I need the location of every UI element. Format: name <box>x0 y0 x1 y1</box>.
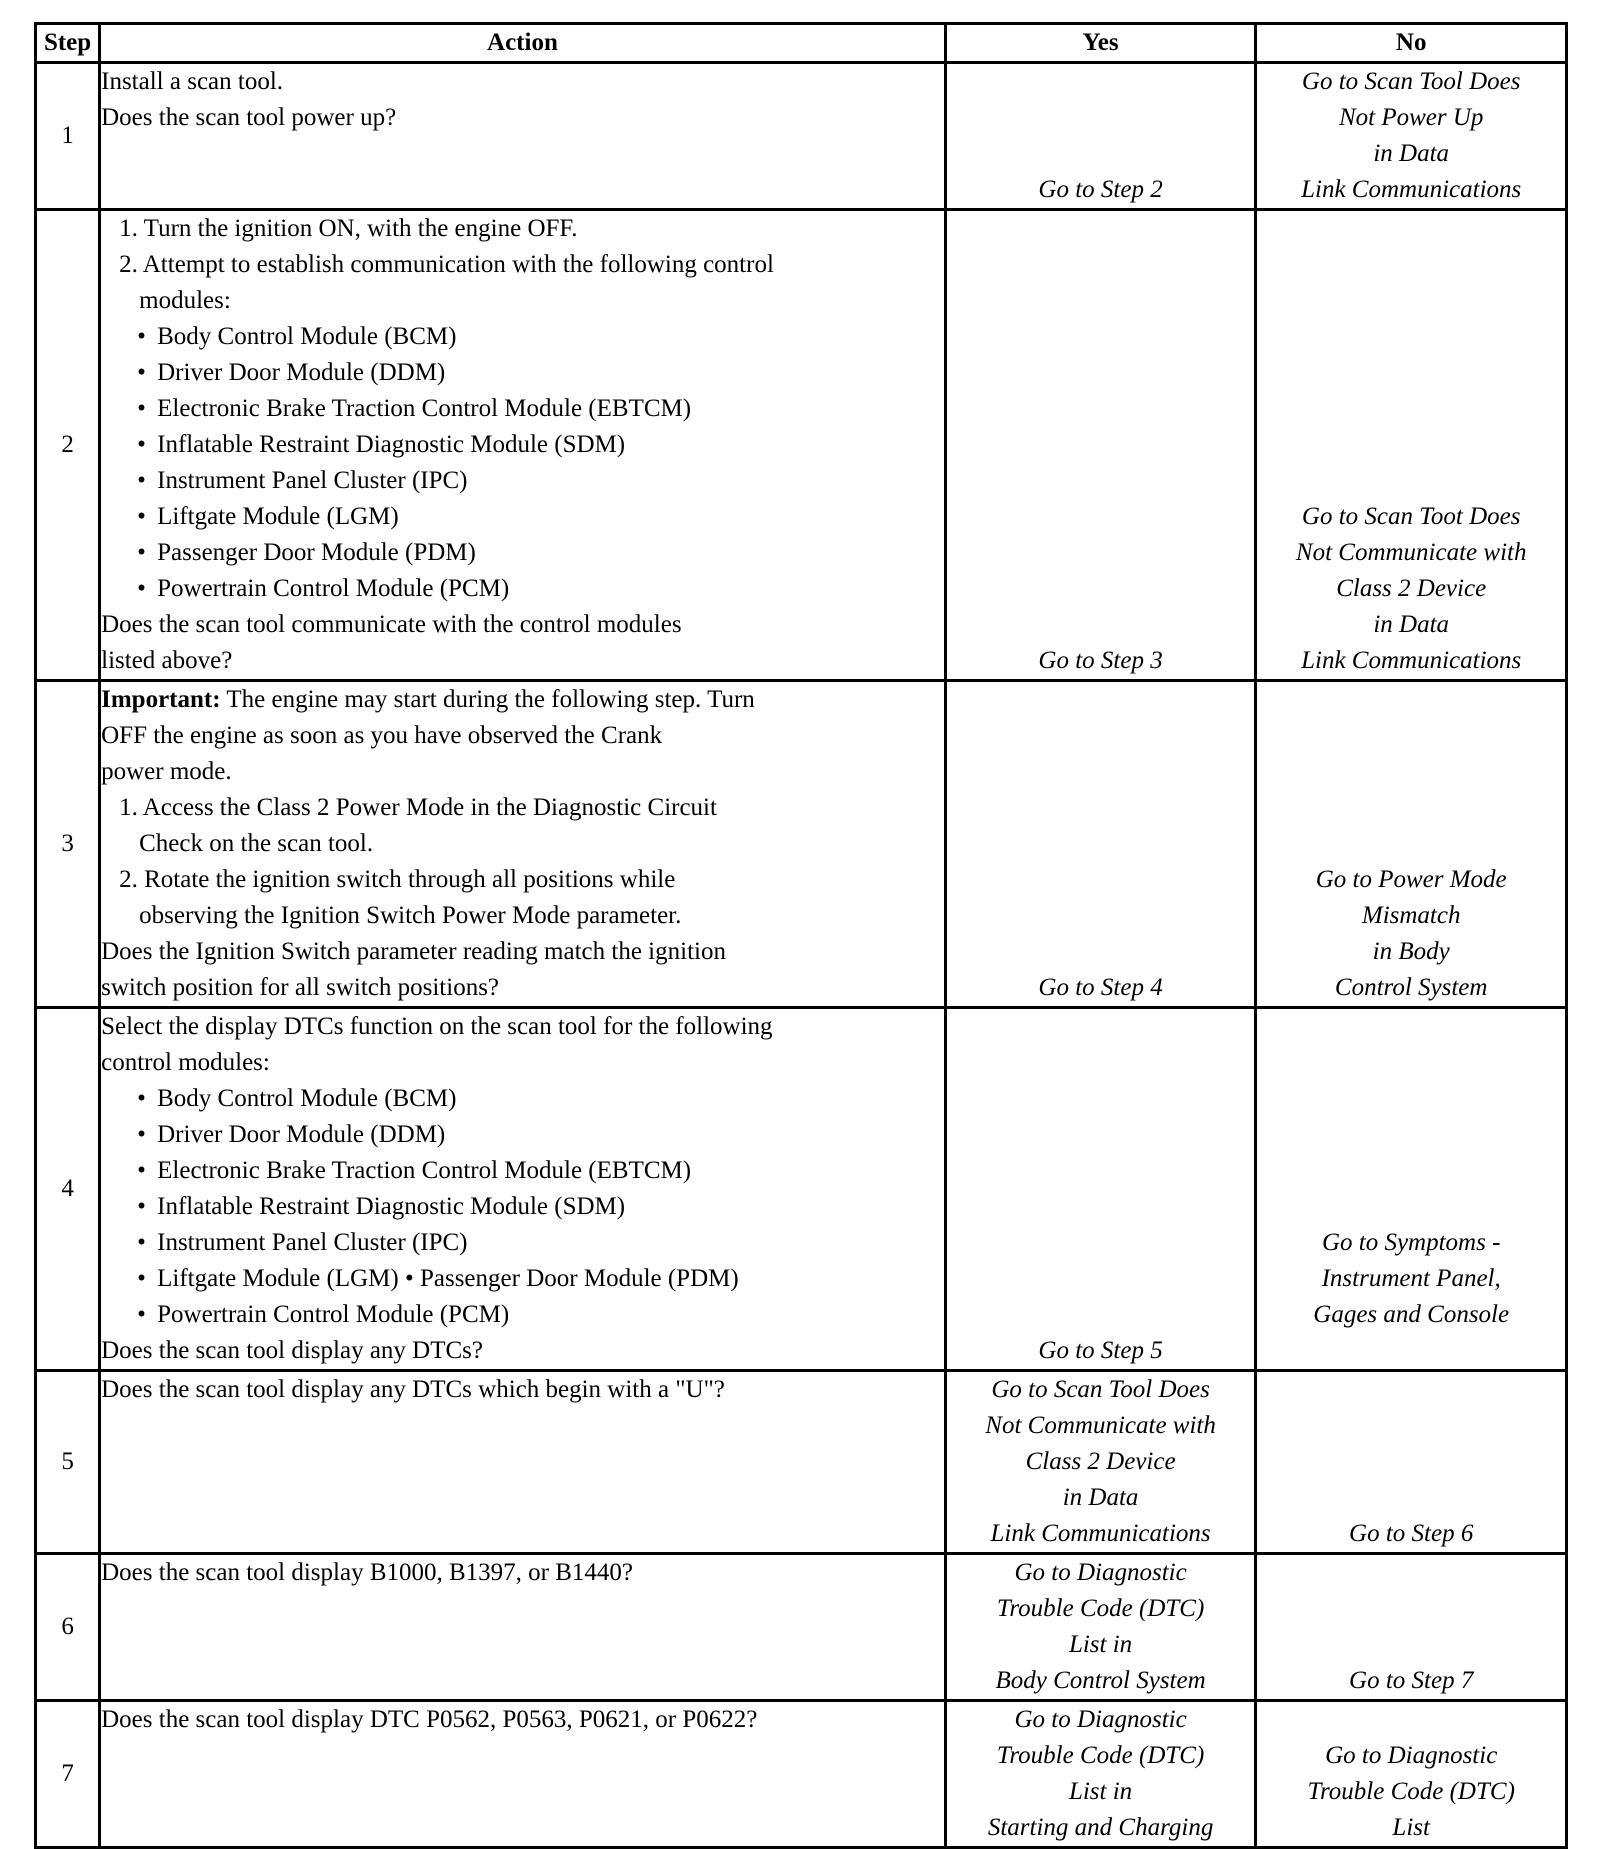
diagnostic-table <box>34 22 1568 1849</box>
link-line: Trouble Code (DTC) <box>996 1595 1205 1622</box>
important-note-cont: power mode. <box>101 758 232 785</box>
bullet-item: • Inflatable Restraint Diagnostic Module (SDM) <box>101 427 944 463</box>
link-line: Mismatch <box>1361 902 1461 929</box>
link-line: Class 2 Device <box>1336 575 1487 602</box>
no-link-dtc-list[interactable] <box>1257 1738 1565 1846</box>
bullet-item: • Body Control Module (BCM) <box>101 319 944 355</box>
yes-link-scan-tool-no-communicate[interactable] <box>947 1372 1255 1552</box>
action-cell <box>100 210 946 681</box>
action-question: Does the scan tool display B1000, B1397, or B1440? <box>101 1559 634 1586</box>
no-cell <box>1256 681 1567 1008</box>
bullet-item: • Inflatable Restraint Diagnostic Module (SDM) <box>101 1189 944 1225</box>
yes-cell <box>945 1554 1256 1701</box>
no-link-go-to-step-6[interactable]: Go to Step 6 <box>1349 1520 1474 1547</box>
no-cell <box>1256 1008 1567 1371</box>
action-cell <box>100 1701 946 1848</box>
link-line: Go to Scan Toot Does <box>1301 503 1521 530</box>
bullet-item: • Instrument Panel Cluster (IPC) <box>101 1225 944 1261</box>
no-link-go-to-step-7[interactable]: Go to Step 7 <box>1349 1667 1474 1694</box>
bullet-item: • Driver Door Module (DDM) <box>101 355 944 391</box>
action-question: switch position for all switch positions? <box>101 974 500 1001</box>
header-action: Action <box>100 24 946 63</box>
important-note <box>101 682 944 718</box>
link-line: Body Control System <box>995 1667 1206 1694</box>
yes-cell <box>945 1371 1256 1554</box>
bullet-item: • Powertrain Control Module (PCM) <box>101 571 944 607</box>
action-question: listed above? <box>101 647 233 674</box>
step-number: 5 <box>36 1371 100 1554</box>
link-line: Class 2 Device <box>1025 1448 1176 1475</box>
yes-cell <box>945 1701 1256 1848</box>
bullet-item: • Liftgate Module (LGM) <box>101 499 944 535</box>
header-yes: Yes <box>945 24 1256 63</box>
link-line: Gages and Console <box>1313 1301 1510 1328</box>
link-line: in Body <box>1372 938 1450 965</box>
bullet-item: • Liftgate Module (LGM) • Passenger Door Module (PDM) <box>101 1261 944 1297</box>
step-number: 1 <box>36 63 100 210</box>
table-row-step-6 <box>36 1554 1567 1701</box>
yes-cell <box>945 681 1256 1008</box>
yes-cell <box>945 1008 1256 1371</box>
action-question: Does the Ignition Switch parameter reading match the ignition <box>101 938 726 965</box>
important-label: Important: <box>101 686 221 713</box>
yes-link-go-to-step-5[interactable]: Go to Step 5 <box>1038 1337 1163 1364</box>
action-cell <box>100 681 946 1008</box>
important-text: The engine may start during the following step. Turn <box>226 686 755 713</box>
link-line: Link Communications <box>990 1520 1211 1547</box>
link-line: Not Communicate with <box>985 1412 1216 1439</box>
link-line: List in <box>1068 1631 1133 1658</box>
action-question: Does the scan tool display DTC P0562, P0563, P0621, or P0622? <box>101 1706 758 1733</box>
important-note-cont: OFF the engine as soon as you have observed the Crank <box>101 722 663 749</box>
action-intro: Select the display DTCs function on the scan tool for the following <box>101 1013 773 1040</box>
numbered-step: 2. Attempt to establish communication with the following control <box>119 251 774 278</box>
action-question: Does the scan tool communicate with the control modules <box>101 611 682 638</box>
link-line: Go to Diagnostic <box>1014 1706 1187 1733</box>
table-row-step-5 <box>36 1371 1567 1554</box>
header-step: Step <box>36 24 100 63</box>
step-number: 3 <box>36 681 100 1008</box>
action-cell <box>100 1008 946 1371</box>
action-question: Does the scan tool display any DTCs which begin with a "U"? <box>101 1376 725 1403</box>
no-link-scan-tool-no-power[interactable] <box>1257 64 1565 208</box>
link-line: Link Communications <box>1301 647 1522 674</box>
table-row-step-2 <box>36 210 1567 681</box>
bullet-item: • Electronic Brake Traction Control Module (EBTCM) <box>101 1153 944 1189</box>
action-cell <box>100 1554 946 1701</box>
action-cell <box>100 1371 946 1554</box>
action-question: Does the scan tool power up? <box>101 104 397 131</box>
step-number: 2 <box>36 210 100 681</box>
link-line: Go to Power Mode <box>1315 866 1507 893</box>
yes-link-dtc-list-body-control[interactable] <box>947 1555 1255 1699</box>
action-question: Does the scan tool display any DTCs? <box>101 1337 483 1364</box>
bullet-item: • Body Control Module (BCM) <box>101 1081 944 1117</box>
no-cell <box>1256 63 1567 210</box>
yes-cell <box>945 210 1256 681</box>
no-link-power-mode-mismatch[interactable] <box>1257 862 1565 1006</box>
link-line: List <box>1392 1814 1430 1841</box>
table-row-step-1 <box>36 63 1567 210</box>
yes-link-dtc-list-starting-charging[interactable] <box>947 1702 1255 1846</box>
bullet-item: • Powertrain Control Module (PCM) <box>101 1297 944 1333</box>
numbered-step-cont: modules: <box>139 287 231 314</box>
no-link-scan-tool-no-communicate[interactable] <box>1257 499 1565 679</box>
bullet-item: • Instrument Panel Cluster (IPC) <box>101 463 944 499</box>
link-line: Go to Symptoms - <box>1321 1229 1501 1256</box>
no-cell <box>1256 210 1567 681</box>
yes-link-go-to-step-3[interactable]: Go to Step 3 <box>1038 647 1163 674</box>
numbered-step-cont: Check on the scan tool. <box>139 830 374 857</box>
link-line: Control System <box>1334 974 1488 1001</box>
bullet-item: • Passenger Door Module (PDM) <box>101 535 944 571</box>
bullet-item: • Electronic Brake Traction Control Module (EBTCM) <box>101 391 944 427</box>
no-cell <box>1256 1371 1567 1554</box>
link-line: Not Communicate with <box>1295 539 1527 566</box>
link-line: Trouble Code (DTC) <box>996 1742 1205 1769</box>
link-line: Not Power Up <box>1338 104 1484 131</box>
table-row-step-7 <box>36 1701 1567 1848</box>
link-line: Go to Diagnostic <box>1325 1742 1498 1769</box>
link-line: Instrument Panel, <box>1321 1265 1501 1292</box>
numbered-step: 1. Access the Class 2 Power Mode in the Diagnostic Circuit <box>119 794 717 821</box>
link-line: Starting and Charging <box>987 1814 1214 1841</box>
link-line: List in <box>1068 1778 1133 1805</box>
action-line: Install a scan tool. <box>101 68 284 95</box>
yes-link-go-to-step-2[interactable]: Go to Step 2 <box>1038 176 1163 203</box>
table-row-step-4 <box>36 1008 1567 1371</box>
yes-cell <box>945 63 1256 210</box>
link-line: Go to Diagnostic <box>1014 1559 1187 1586</box>
link-line: Go to Scan Tool Does <box>991 1376 1210 1403</box>
link-line: Trouble Code (DTC) <box>1307 1778 1515 1805</box>
action-intro: control modules: <box>101 1049 270 1076</box>
link-line: Link Communications <box>1301 176 1522 203</box>
header-row <box>36 24 1567 63</box>
bullet-item: • Driver Door Module (DDM) <box>101 1117 944 1153</box>
step-number: 7 <box>36 1701 100 1848</box>
link-line: in Data <box>1062 1484 1139 1511</box>
numbered-step-cont: observing the Ignition Switch Power Mode parameter. <box>139 902 682 929</box>
no-link-symptoms-instrument-panel[interactable] <box>1257 1225 1565 1333</box>
link-line: in Data <box>1373 611 1450 638</box>
header-no: No <box>1256 24 1567 63</box>
step-number: 4 <box>36 1008 100 1371</box>
link-line: Go to Scan Tool Does <box>1301 68 1521 95</box>
no-cell <box>1256 1554 1567 1701</box>
step-number: 6 <box>36 1554 100 1701</box>
link-line: in Data <box>1373 140 1450 167</box>
table-row-step-3 <box>36 681 1567 1008</box>
numbered-step: 1. Turn the ignition ON, with the engine OFF. <box>119 215 578 242</box>
numbered-step: 2. Rotate the ignition switch through all positions while <box>119 866 676 893</box>
yes-link-go-to-step-4[interactable]: Go to Step 4 <box>1038 974 1163 1001</box>
no-cell <box>1256 1701 1567 1848</box>
action-cell <box>100 63 946 210</box>
